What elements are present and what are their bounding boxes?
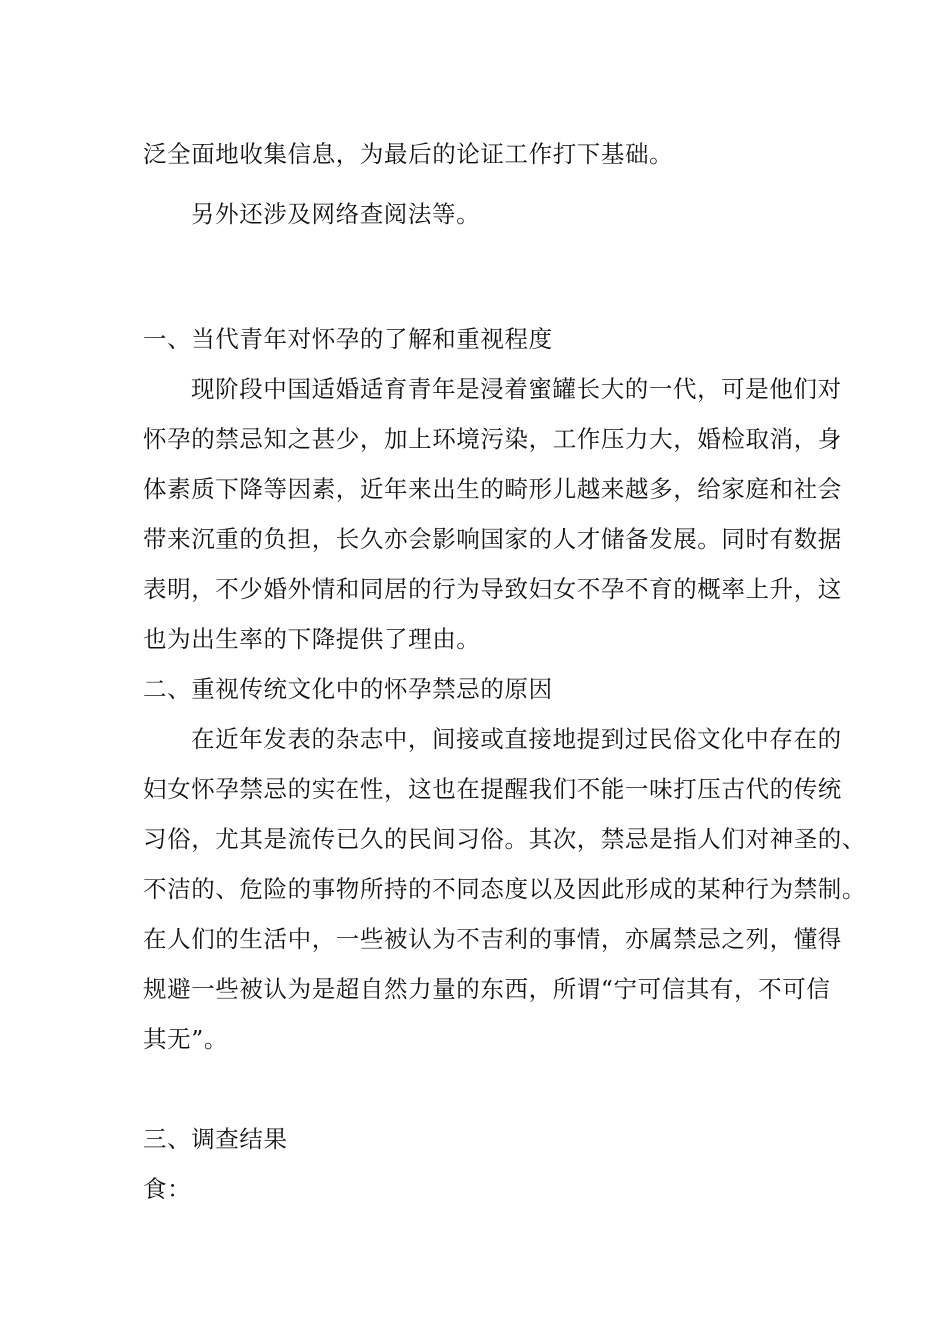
section-2-paragraph-line: 规避一些被认为是超自然力量的东西，所谓“宁可信其有，不可信 [143, 975, 831, 1003]
section-2-heading: 二、重视传统文化中的怀孕禁忌的原因 [143, 675, 553, 703]
section-1-paragraph-line: 现阶段中国适婚适育青年是浸着蜜罐长大的一代，可是他们对 [191, 375, 842, 403]
section-2-paragraph-line: 在近年发表的杂志中，间接或直接地提到过民俗文化中存在的 [191, 725, 842, 753]
section-2-paragraph-line: 在人们的生活中，一些被认为不吉利的事情，亦属禁忌之列，懂得 [143, 925, 842, 953]
intro-paragraph-line: 泛全面地收集信息，为最后的论证工作打下基础。 [143, 140, 674, 168]
section-2-paragraph-line: 不洁的、危险的事物所持的不同态度以及因此形成的某种行为禁制。 [143, 875, 866, 903]
section-1-heading: 一、当代青年对怀孕的了解和重视程度 [143, 325, 553, 353]
section-3-sub-label: 食： [143, 1175, 192, 1203]
section-1-paragraph-line: 怀孕的禁忌知之甚少，加上环境污染，工作压力大，婚检取消，身 [143, 425, 842, 453]
section-1-paragraph-line: 带来沉重的负担，长久亦会影响国家的人才储备发展。同时有数据 [143, 525, 842, 553]
section-1-paragraph-line: 体素质下降等因素，近年来出生的畸形儿越来越多，给家庭和社会 [143, 475, 842, 503]
method-note-line: 另外还涉及网络查阅法等。 [191, 200, 481, 228]
section-2-paragraph-line: 其无”。 [143, 1025, 228, 1053]
section-1-paragraph-line: 表明，不少婚外情和同居的行为导致妇女不孕不育的概率上升，这 [143, 575, 842, 603]
section-2-paragraph-line: 妇女怀孕禁忌的实在性，这也在提醒我们不能一味打压古代的传统 [143, 775, 842, 803]
section-3-heading: 三、调查结果 [143, 1125, 288, 1153]
section-1-paragraph-line: 也为出生率的下降提供了理由。 [143, 625, 481, 653]
section-2-paragraph-line: 习俗，尤其是流传已久的民间习俗。其次，禁忌是指人们对神圣的、 [143, 825, 866, 853]
